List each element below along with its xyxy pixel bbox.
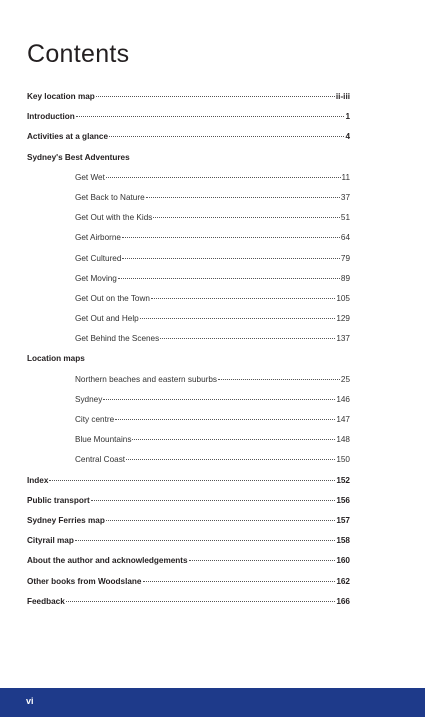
toc-entry-page: 166	[336, 596, 350, 606]
toc-entry-page: 1	[345, 112, 350, 122]
toc-entry[interactable]	[27, 309, 350, 329]
toc-entry-page: 51	[340, 213, 350, 223]
toc-entry-page: 89	[340, 273, 350, 283]
toc-entry[interactable]	[27, 148, 350, 168]
toc-dot-leader	[118, 278, 340, 279]
toc-dot-leader	[96, 96, 335, 97]
toc-entry[interactable]	[27, 208, 350, 228]
toc-entry[interactable]	[27, 430, 350, 450]
toc-entry[interactable]	[27, 531, 350, 551]
toc-entry-label: About the author and acknowledgements	[27, 556, 188, 566]
toc-entry-label: Other books from Woodslane	[27, 576, 142, 586]
toc-dot-leader	[122, 258, 339, 259]
toc-entry-label: Feedback	[27, 596, 65, 606]
toc-entry-page: 157	[336, 515, 350, 525]
toc-dot-leader	[103, 399, 335, 400]
toc-entry-page: 79	[340, 253, 350, 263]
toc-dot-leader	[106, 520, 336, 521]
toc-entry-label: Get Wet	[75, 172, 105, 182]
toc-entry-label: Key location map	[27, 92, 95, 101]
toc-entry-label: Activities at a glance	[27, 132, 108, 142]
toc-dot-leader	[75, 540, 335, 541]
toc-entry-label: City centre	[75, 415, 115, 424]
toc-entry-page: 160	[336, 556, 350, 566]
toc-dot-leader	[122, 237, 340, 238]
toc-entry[interactable]	[27, 107, 350, 127]
toc-dot-leader	[91, 500, 336, 501]
toc-dot-leader	[151, 298, 335, 299]
toc-entry-label: Get Out with the Kids	[75, 213, 153, 223]
toc-entry-label: Sydney Ferries map	[27, 515, 105, 525]
toc-entry[interactable]	[27, 228, 350, 248]
toc-entry-label: Sydney	[75, 394, 103, 404]
table-of-contents	[27, 87, 350, 612]
toc-entry-label: Introduction	[27, 112, 75, 122]
toc-entry-label: Public transport	[27, 495, 90, 505]
toc-entry[interactable]	[27, 329, 350, 349]
toc-entry-label: Get Moving	[75, 273, 117, 283]
toc-entry-label: Get Airborne	[75, 233, 121, 243]
toc-dot-leader	[132, 439, 335, 440]
toc-dot-leader	[143, 581, 336, 582]
toc-entry[interactable]	[27, 168, 350, 188]
toc-entry[interactable]	[27, 349, 350, 369]
toc-entry-page: 147	[336, 415, 350, 424]
toc-entry-page: 146	[336, 394, 350, 404]
toc-dot-leader	[189, 560, 336, 561]
toc-entry-page: 152	[336, 475, 350, 485]
toc-entry-page: 11	[341, 172, 350, 182]
toc-entry-page: 162	[336, 576, 350, 586]
toc-entry[interactable]	[27, 188, 350, 208]
toc-dot-leader	[106, 177, 341, 178]
toc-entry[interactable]	[27, 450, 350, 470]
toc-entry-label: Sydney's Best Adventures	[27, 152, 130, 162]
toc-entry-label: Get Out and Help	[75, 314, 139, 324]
toc-entry-label: Central Coast	[75, 455, 126, 465]
toc-entry[interactable]	[27, 551, 350, 571]
toc-entry-page: 129	[336, 314, 350, 324]
toc-entry[interactable]	[27, 572, 350, 592]
toc-entry-page: 105	[336, 293, 350, 303]
toc-entry[interactable]	[27, 269, 350, 289]
toc-entry-label: Northern beaches and eastern suburbs	[75, 374, 218, 384]
toc-entry-page: 137	[336, 334, 350, 344]
toc-dot-leader	[49, 480, 335, 481]
toc-entry[interactable]	[27, 127, 350, 147]
toc-entry[interactable]	[27, 87, 350, 107]
toc-entry-page: 156	[336, 495, 350, 505]
toc-entry-label: Get Behind the Scenes	[75, 334, 160, 344]
toc-dot-leader	[66, 601, 336, 602]
toc-dot-leader	[115, 419, 335, 420]
toc-dot-leader	[218, 379, 340, 380]
toc-entry[interactable]	[27, 410, 350, 430]
footer-bar	[0, 688, 425, 717]
toc-dot-leader	[153, 217, 340, 218]
toc-entry-label: Location maps	[27, 354, 85, 364]
toc-entry-label: Cityrail map	[27, 536, 74, 546]
toc-entry-label: Blue Mountains	[75, 435, 132, 445]
toc-entry[interactable]	[27, 491, 350, 511]
toc-entry-page: ii-iii	[335, 92, 350, 101]
page-title: Contents	[27, 40, 130, 68]
toc-entry[interactable]	[27, 249, 350, 269]
footer-page-number: vi	[26, 696, 34, 706]
toc-entry-label: Get Back to Nature	[75, 192, 145, 202]
toc-dot-leader	[146, 197, 340, 198]
toc-entry[interactable]	[27, 289, 350, 309]
toc-entry-page: 150	[336, 455, 350, 465]
toc-dot-leader	[109, 136, 344, 137]
toc-entry-page: 25	[340, 374, 350, 384]
toc-entry-label: Index	[27, 475, 49, 485]
toc-entry[interactable]	[27, 471, 350, 491]
toc-entry[interactable]	[27, 592, 350, 612]
toc-dot-leader	[76, 116, 345, 117]
toc-entry[interactable]	[27, 390, 350, 410]
toc-entry-label: Get Out on the Town	[75, 293, 150, 303]
toc-entry-page: 4	[345, 132, 350, 142]
toc-entry-page: 148	[336, 435, 350, 445]
toc-dot-leader	[160, 338, 335, 339]
toc-entry[interactable]	[27, 511, 350, 531]
toc-entry-page: 158	[336, 536, 350, 546]
toc-entry-page: 37	[340, 192, 350, 202]
toc-dot-leader	[126, 459, 335, 460]
toc-entry-label: Get Cultured	[75, 253, 122, 263]
toc-entry-page: 64	[340, 233, 350, 243]
toc-dot-leader	[140, 318, 336, 319]
toc-entry[interactable]	[27, 370, 350, 390]
